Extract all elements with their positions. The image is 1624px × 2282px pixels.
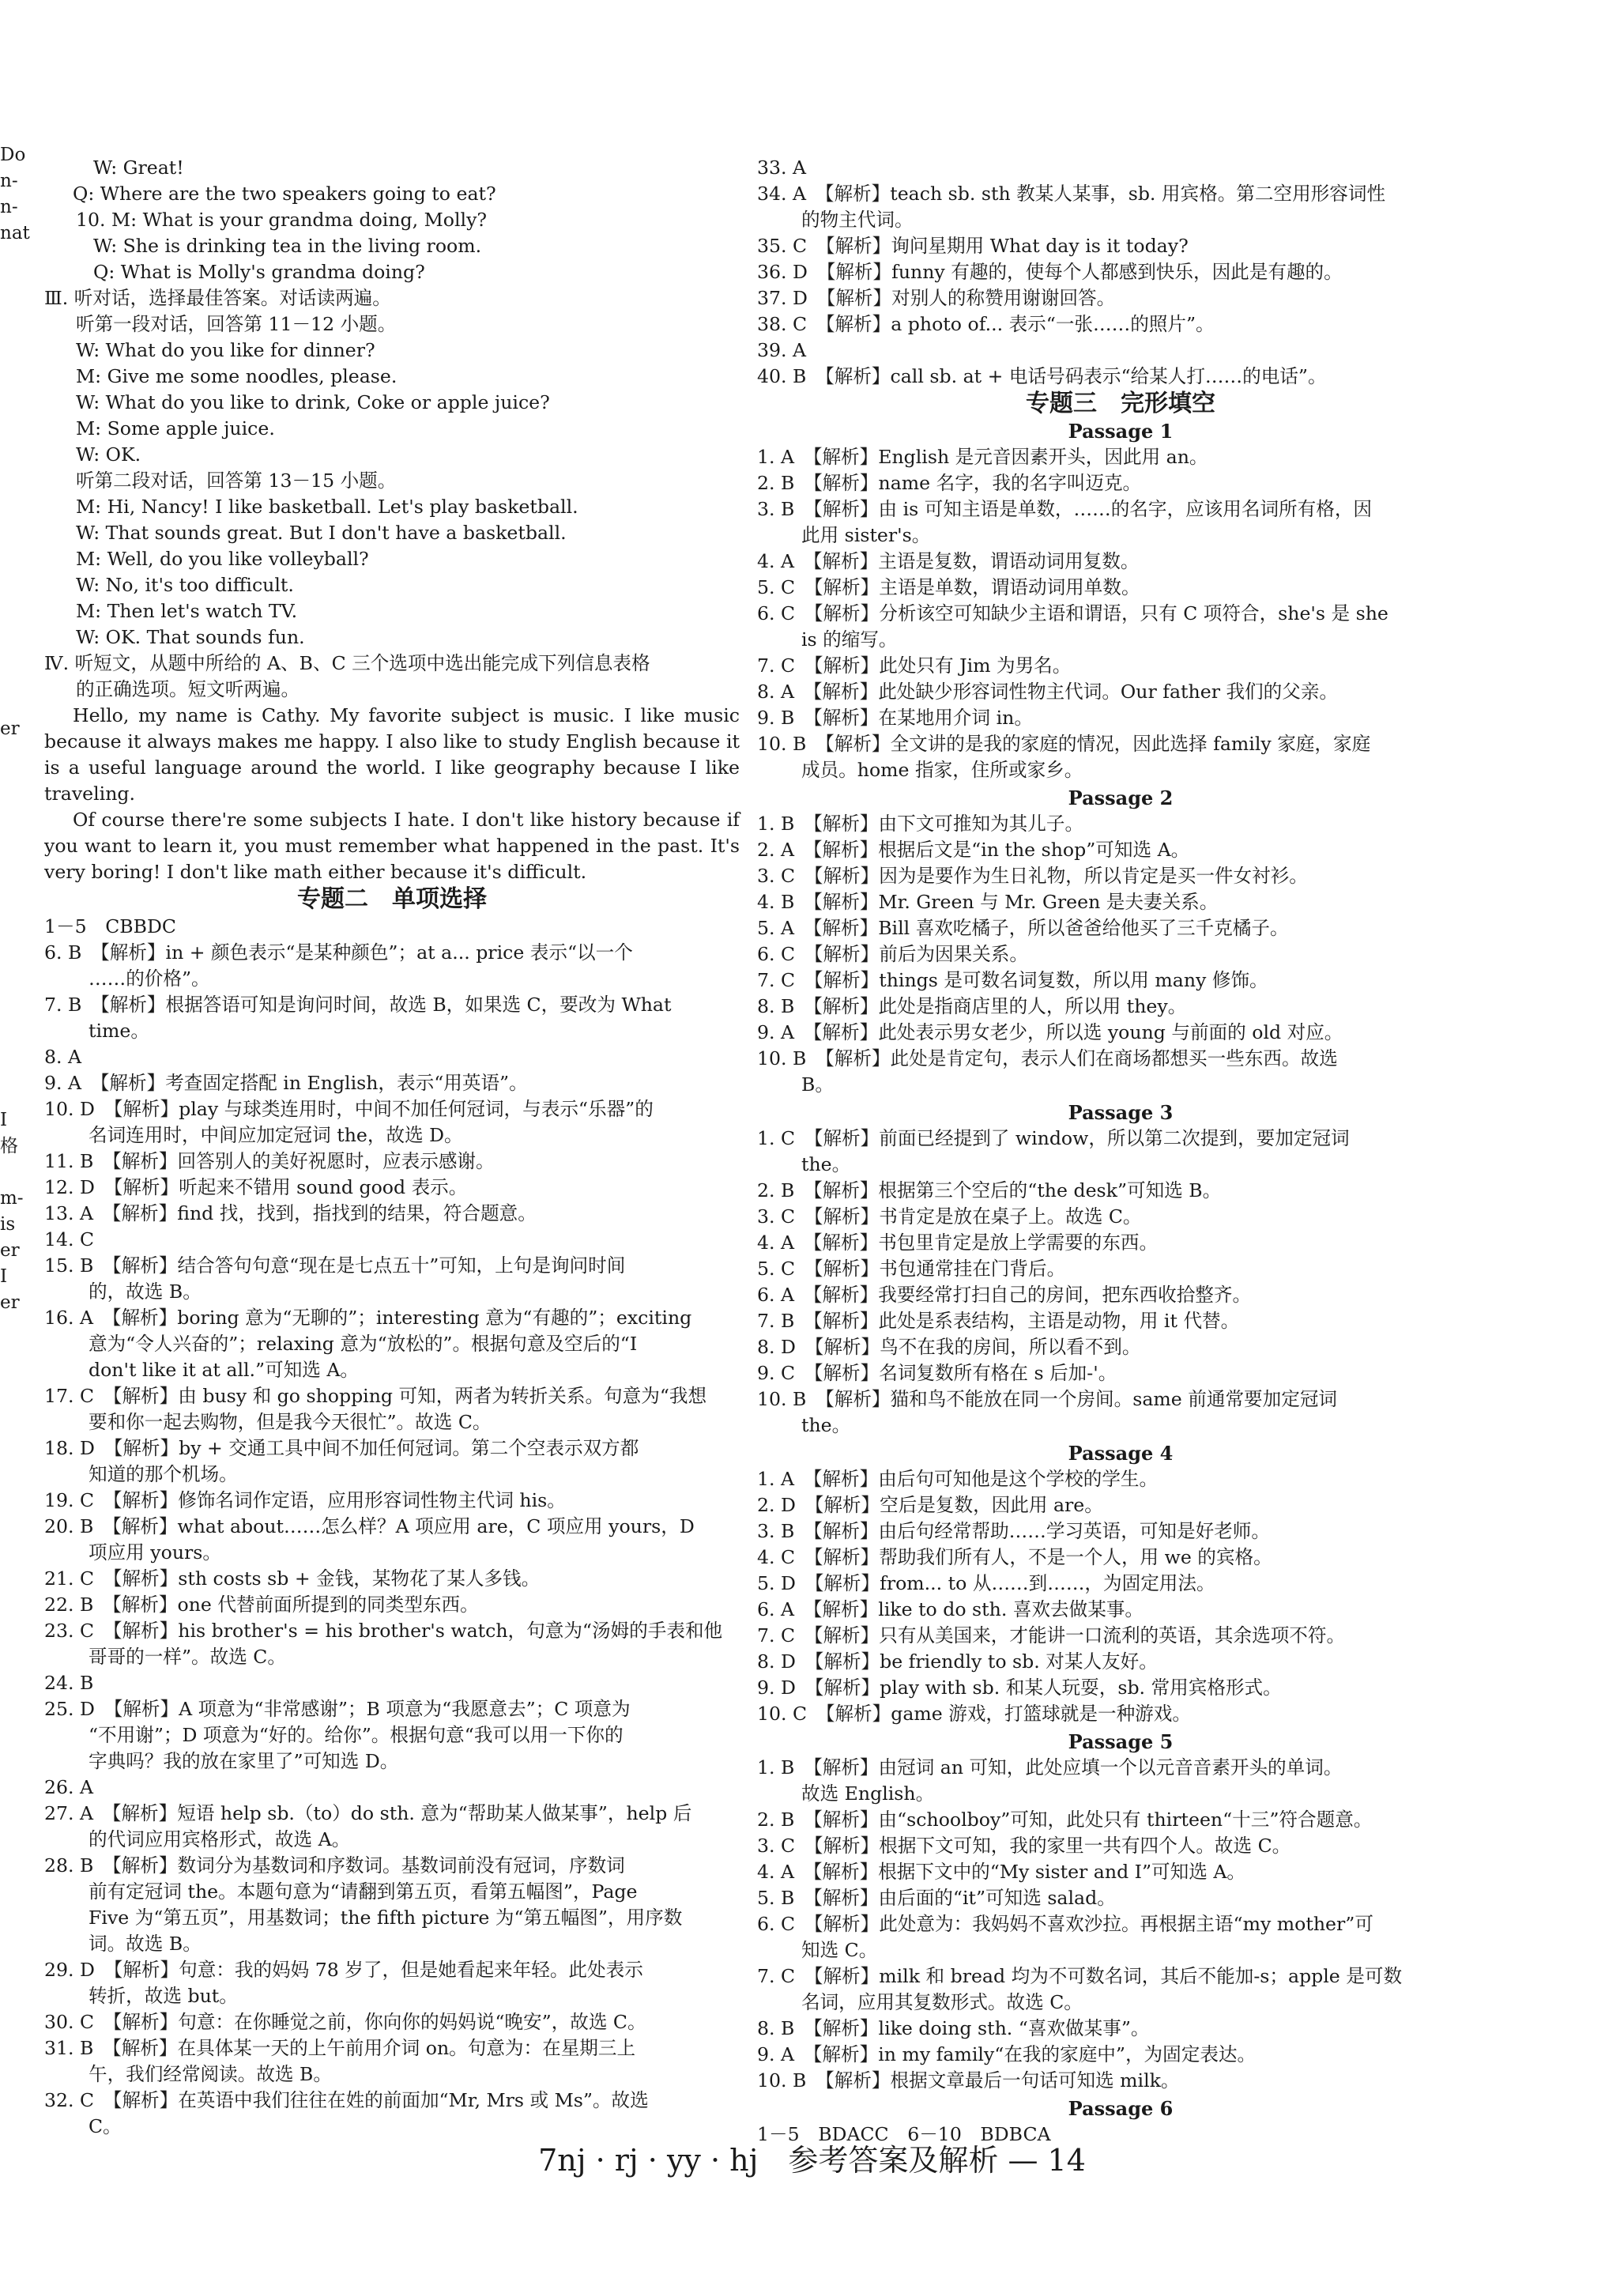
answer-line: 24. B bbox=[44, 1672, 94, 1694]
answer-line: 8. A 【解析】此处缺少形容词性物主代词。Our father 我们的父亲。 bbox=[757, 681, 1339, 703]
edge-fragment: Do bbox=[0, 145, 26, 165]
answer-line: 3. B 【解析】由后句经常帮助……学习英语，可知是好老师。 bbox=[757, 1520, 1270, 1542]
answer-line: 32. C 【解析】在英语中我们往往在姓的前面加“Mr, Mrs 或 Ms”。故选 bbox=[44, 2089, 649, 2111]
single-choice-answers bbox=[44, 914, 740, 2140]
answer-line: 10. B 【解析】全文讲的是我的家庭的情况，因此选择 family 家庭，家庭 bbox=[757, 733, 1371, 755]
answer-line: 故选 English。 bbox=[801, 1782, 935, 1805]
answer-line: 37. D 【解析】对别人的称赞用谢谢回答。 bbox=[757, 287, 1116, 309]
edge-fragment bbox=[0, 820, 22, 847]
answer-line: 5. A 【解析】Bill 喜欢吃橘子，所以爸爸给他买了三千克橘子。 bbox=[757, 917, 1289, 939]
answer-line: 19. C 【解析】修饰名词作定语，应用形容词性物主代词 his。 bbox=[44, 1489, 566, 1511]
answer-line: 25. D 【解析】A 项意为“非常感谢”；B 项意为“我愿意去”；C 项意为 bbox=[44, 1698, 631, 1720]
transcript-line: M: Some apple juice. bbox=[76, 417, 275, 439]
answer-line: 字典吗？我的放在家里了”可知选 D。 bbox=[89, 1750, 399, 1772]
answer-line: 前有定冠词 the。本题句意为“请翻到第五页，看第五幅图”，Page bbox=[89, 1880, 638, 1903]
answer-line: 名词，应用其复数形式。故选 C。 bbox=[801, 1991, 1083, 2013]
answer-line: 34. A 【解析】teach sb. sth 教某人某事，sb. 用宾格。第二空用形容词性 bbox=[757, 183, 1386, 205]
answer-line: 9. A 【解析】此处表示男女老少，所以选 young 与前面的 old 对应。 bbox=[757, 1021, 1343, 1043]
answer-line: 1－5 BDACC 6－10 BDBCA bbox=[757, 2123, 1051, 2145]
answer-line: 项应用 yours。 bbox=[89, 1541, 221, 1563]
answer-line: 27. A 【解析】短语 help sb.（to）do sth. 意为“帮助某人做某事”，help 后 bbox=[44, 1802, 692, 1824]
edge-fragment bbox=[0, 377, 22, 403]
answer-line: 1－5 CBBDC bbox=[44, 915, 176, 937]
answer-line: 词。故选 B。 bbox=[89, 1933, 202, 1955]
single-choice-answers-continued bbox=[757, 155, 1484, 390]
answer-line: 6. A 【解析】like to do sth. 喜欢去做某事。 bbox=[757, 1598, 1144, 1620]
edge-fragment bbox=[0, 351, 22, 377]
transcript-line: W: Great! bbox=[93, 157, 184, 179]
passage-title: Passage 1 bbox=[1068, 420, 1174, 443]
answer-line: B。 bbox=[801, 1073, 834, 1096]
edge-fragment: 格 bbox=[0, 1136, 18, 1156]
answer-line: 此用 sister's。 bbox=[801, 524, 931, 546]
edge-fragment bbox=[0, 403, 22, 429]
answer-line: 2. B 【解析】根据第三个空后的“the desk”可知选 B。 bbox=[757, 1179, 1222, 1201]
answer-line: 知选 C。 bbox=[801, 1939, 878, 1961]
section-title-single-choice: 专题二 单项选择 bbox=[297, 885, 487, 913]
answer-line: 9. D 【解析】play with sb. 和某人玩耍，sb. 常用宾格形式。 bbox=[757, 1677, 1282, 1699]
answer-line: 7. B 【解析】根据答语可知是询问时间，故选 B，如果选 C，要改为 What bbox=[44, 994, 672, 1016]
edge-fragment bbox=[0, 612, 22, 638]
passage-title: Passage 5 bbox=[1068, 1730, 1174, 1753]
edge-fragment bbox=[0, 247, 22, 273]
answer-line: 15. B 【解析】结合答句句意“现在是七点五十”可知，上句是询问时间 bbox=[44, 1254, 626, 1277]
edge-fragment: er bbox=[0, 1240, 20, 1261]
answer-line: 1. A 【解析】由后句可知他是这个学校的学生。 bbox=[757, 1468, 1159, 1490]
answer-line: 38. C 【解析】a photo of... 表示“一张……的照片”。 bbox=[757, 313, 1215, 335]
answer-line: 7. C 【解析】只有从美国来，才能讲一口流利的英语，其余选项不符。 bbox=[757, 1624, 1346, 1646]
answer-line: 6. A 【解析】我要经常打扫自己的房间，把东西收拾整齐。 bbox=[757, 1284, 1252, 1306]
answer-line: 5. C 【解析】书包通常挂在门背后。 bbox=[757, 1258, 1066, 1280]
answer-line: 30. C 【解析】句意：在你睡觉之前，你向你的妈妈说“晚安”，故选 C。 bbox=[44, 2011, 646, 2033]
answer-line: 22. B 【解析】one 代替前面所提到的同类型东西。 bbox=[44, 1594, 479, 1616]
transcript-line: 的正确选项。短文听两遍。 bbox=[76, 678, 300, 700]
passage-title: Passage 2 bbox=[1068, 786, 1174, 809]
answer-line: 的物主代词。 bbox=[801, 209, 914, 231]
answer-line: 1. C 【解析】前面已经提到了 window，所以第二次提到，要加定冠词 bbox=[757, 1127, 1350, 1149]
answer-line: 10. C 【解析】game 游戏，打篮球就是一种游戏。 bbox=[757, 1703, 1191, 1725]
answer-line: 1. B 【解析】由下文可推知为其儿子。 bbox=[757, 813, 1084, 835]
answer-line: 2. D 【解析】空后是复数，因此用 are。 bbox=[757, 1494, 1103, 1516]
transcript-line: M: Hi, Nancy! I like basketball. Let's play basketball. bbox=[76, 496, 578, 518]
answer-line: is 的缩写。 bbox=[801, 628, 898, 651]
answer-line: 6. B 【解析】in + 颜色表示“是某种颜色”；at a... price 表示“以一个 bbox=[44, 941, 633, 964]
answer-line: 转折，故选 but。 bbox=[89, 1985, 238, 2007]
transcript-line: M: Give me some noodles, please. bbox=[76, 365, 398, 387]
edge-fragment bbox=[0, 794, 22, 820]
transcript-line: W: What do you like to drink, Coke or apple juice? bbox=[76, 391, 550, 413]
right-column bbox=[757, 155, 1484, 2148]
answer-line: 意为“令人兴奋的”；relaxing 意为“放松的”。根据句意及空后的“I bbox=[89, 1333, 638, 1355]
edge-fragment bbox=[0, 925, 22, 951]
listening-passage bbox=[44, 703, 740, 885]
answer-line: 7. C 【解析】此处只有 Jim 为男名。 bbox=[757, 654, 1072, 677]
transcript-line: W: OK. That sounds fun. bbox=[76, 626, 305, 648]
passage-paragraph: Hello, my name is Cathy. My favorite subject is music. I like music because it always makes me happy. I also like to study English because it is a useful language around the world. I like geography because I like traveling. bbox=[44, 704, 740, 805]
answer-line: 35. C 【解析】询问星期用 What day is it today? bbox=[757, 235, 1189, 257]
edge-fragment bbox=[0, 664, 22, 690]
answer-line: 10. D 【解析】play 与球类连用时，中间不加任何冠词，与表示“乐器”的 bbox=[44, 1098, 654, 1120]
answer-line: 6. C 【解析】前后为因果关系。 bbox=[757, 943, 1028, 965]
answer-line: 8. D 【解析】鸟不在我的房间，所以看不到。 bbox=[757, 1336, 1141, 1358]
answer-line: 名词连用时，中间应加定冠词 the，故选 D。 bbox=[89, 1124, 463, 1146]
answer-line: 39. A bbox=[757, 339, 807, 361]
passage-title: Passage 3 bbox=[1068, 1101, 1174, 1124]
edge-fragment bbox=[0, 638, 22, 664]
transcript-line: W: She is drinking tea in the living room. bbox=[93, 235, 482, 257]
edge-fragment: I bbox=[0, 1110, 8, 1130]
section-title-cloze: 专题三 完形填空 bbox=[1026, 390, 1215, 417]
answer-line: the。 bbox=[801, 1414, 851, 1436]
answer-line: 1. B 【解析】由冠词 an 可知，此处应填一个以元音音素开头的单词。 bbox=[757, 1756, 1343, 1778]
answer-line: 20. B 【解析】what about……怎么样？A 项应用 are，C 项应用 yours，D bbox=[44, 1515, 695, 1537]
answer-line: 21. C 【解析】sth costs sb + 金钱，某物花了某人多钱。 bbox=[44, 1567, 541, 1590]
edge-fragment bbox=[0, 560, 22, 586]
answer-line: 23. C 【解析】his brother's = his brother's watch，句意为“汤姆的手表和他 bbox=[44, 1620, 723, 1642]
edge-fragment bbox=[0, 273, 22, 299]
answer-line: 12. D 【解析】听起来不错用 sound good 表示。 bbox=[44, 1176, 468, 1198]
answer-line: 26. A bbox=[44, 1776, 94, 1798]
answer-line: 午，我们经常阅读。故选 B。 bbox=[89, 2063, 332, 2085]
answer-line: 6. C 【解析】此处意为：我妈妈不喜欢沙拉。再根据主语“my mother”可 bbox=[757, 1913, 1373, 1935]
edge-fragment bbox=[0, 1081, 22, 1107]
answer-line: 哥哥的一样”。故选 C。 bbox=[89, 1646, 286, 1668]
transcript-line: M: Then let's watch TV. bbox=[76, 600, 298, 622]
edge-fragment: er bbox=[0, 719, 20, 739]
answer-line: 4. A 【解析】书包里肯定是放上学需要的东西。 bbox=[757, 1232, 1159, 1254]
answer-line: 8. B 【解析】like doing sth. “喜欢做某事”。 bbox=[757, 2017, 1150, 2039]
transcript-line: W: OK. bbox=[76, 443, 141, 466]
edge-fragment bbox=[0, 951, 22, 977]
answer-line: 2. A 【解析】根据后文是“in the shop”可知选 A。 bbox=[757, 839, 1190, 861]
edge-fragment bbox=[0, 977, 22, 1003]
answer-line: 33. A bbox=[757, 157, 807, 179]
answer-line: 6. C 【解析】分析该空可知缺少主语和谓语，只有 C 项符合，she's 是 she bbox=[757, 602, 1389, 624]
passage-paragraph: Of course there're some subjects I hate. I don't like history because if you want to learn it, you must remember what happened in the past. It's very boring! I don't like math either because it's difficult. bbox=[44, 809, 740, 883]
transcript-line: 听第二段对话，回答第 13－15 小题。 bbox=[76, 470, 397, 492]
answer-line: the。 bbox=[801, 1153, 851, 1175]
edge-fragment: n- bbox=[0, 197, 18, 217]
edge-fragment: n- bbox=[0, 171, 18, 191]
answer-line: 9. B 【解析】在某地用介词 in。 bbox=[757, 707, 1033, 729]
answer-line: 知道的那个机场。 bbox=[89, 1463, 238, 1485]
answer-line: 5. B 【解析】由后面的“it”可知选 salad。 bbox=[757, 1887, 1116, 1909]
edge-fragment bbox=[0, 899, 22, 925]
edge-fragment bbox=[0, 873, 22, 899]
transcript-line: Q: Where are the two speakers going to eat? bbox=[73, 183, 496, 205]
page-footer: 7nj · rj · yy · hj 参考答案及解析 — 14 bbox=[538, 2143, 1086, 2178]
answer-line: 10. B 【解析】此处是肯定句，表示人们在商场都想买一些东西。故选 bbox=[757, 1047, 1338, 1069]
answer-line: 13. A 【解析】find 找，找到，指找到的结果，符合题意。 bbox=[44, 1202, 537, 1224]
edge-fragment: I bbox=[0, 1266, 8, 1287]
edge-fragment bbox=[0, 1029, 22, 1055]
answer-line: 要和你一起去购物，但是我今天很忙”。故选 C。 bbox=[89, 1411, 492, 1433]
transcript-line: Ⅳ. 听短文，从题中所给的 A、B、C 三个选项中选出能完成下列信息表格 bbox=[44, 652, 650, 674]
transcript-line: 听第一段对话，回答第 11－12 小题。 bbox=[76, 313, 397, 335]
answer-line: 10. B 【解析】猫和鸟不能放在同一个房间。same 前通常要加定冠词 bbox=[757, 1388, 1338, 1410]
edge-fragment bbox=[0, 455, 22, 481]
edge-fragment bbox=[0, 325, 22, 351]
edge-fragment bbox=[0, 742, 22, 768]
cloze-passages bbox=[757, 418, 1484, 2148]
transcript-line: 10. M: What is your grandma doing, Molly? bbox=[76, 209, 488, 231]
answer-line: 8. B 【解析】此处是指商店里的人，所以用 they。 bbox=[757, 995, 1187, 1017]
answer-line: 8. D 【解析】be friendly to sb. 对某人友好。 bbox=[757, 1650, 1158, 1673]
answer-line: 31. B 【解析】在具体某一天的上午前用介词 on。句意为：在星期三上 bbox=[44, 2037, 636, 2059]
answer-line: 3. B 【解析】由 is 可知主语是单数，……的名字，应该用名词所有格，因 bbox=[757, 498, 1373, 520]
transcript-line: Q: What is Molly's grandma doing? bbox=[93, 261, 425, 283]
answer-line: 2. B 【解析】name 名字，我的名字叫迈克。 bbox=[757, 472, 1142, 494]
answer-line: 4. B 【解析】Mr. Green 与 Mr. Green 是夫妻关系。 bbox=[757, 891, 1219, 913]
edge-fragment bbox=[0, 299, 22, 325]
edge-fragment bbox=[0, 768, 22, 794]
answer-line: 的，故选 B。 bbox=[89, 1281, 202, 1303]
edge-fragment: nat bbox=[0, 223, 30, 243]
transcript-line: W: That sounds great. But I don't have a basketball. bbox=[76, 522, 567, 544]
edge-fragment bbox=[0, 1055, 22, 1081]
answer-line: 17. C 【解析】由 busy 和 go shopping 可知，两者为转折关系。句意为“我想 bbox=[44, 1385, 707, 1407]
transcript-line: M: Well, do you like volleyball? bbox=[76, 548, 369, 570]
answer-line: 7. C 【解析】milk 和 bread 均为不可数名词，其后不能加-s；apple 是可数 bbox=[757, 1965, 1403, 1987]
answer-line: 成员。home 指家，住所或家乡。 bbox=[801, 759, 1083, 781]
edge-fragment bbox=[0, 507, 22, 534]
edge-fragment: er bbox=[0, 1292, 20, 1313]
edge-fragment: is bbox=[0, 1214, 16, 1235]
edge-fragment bbox=[0, 690, 22, 716]
answer-line: “不用谢”；D 项意为“好的。给你”。根据句意“我可以用一下你的 bbox=[89, 1724, 624, 1746]
transcript-line: W: What do you like for dinner? bbox=[76, 339, 375, 361]
answer-line: 3. C 【解析】因为是要作为生日礼物，所以肯定是买一件女衬衫。 bbox=[757, 865, 1308, 887]
answer-line: 11. B 【解析】回答别人的美好祝愿时，应表示感谢。 bbox=[44, 1150, 495, 1172]
answer-line: 29. D 【解析】句意：我的妈妈 78 岁了，但是她看起来年轻。此处表示 bbox=[44, 1959, 643, 1981]
answer-line: C。 bbox=[89, 2115, 122, 2137]
left-column bbox=[44, 155, 740, 2140]
answer-line: don't like it at all.”可知选 A。 bbox=[89, 1359, 360, 1381]
answer-line: 5. C 【解析】主语是单数，谓语动词用单数。 bbox=[757, 576, 1140, 598]
answer-line: 9. A 【解析】考查固定搭配 in English，表示“用英语”。 bbox=[44, 1072, 528, 1094]
edge-fragment bbox=[0, 586, 22, 612]
answer-line: 7. C 【解析】things 是可数名词复数，所以用 many 修饰。 bbox=[757, 969, 1268, 991]
answer-line: Five 为“第五页”，用基数词；the fifth picture 为“第五幅图”，用序数 bbox=[89, 1907, 683, 1929]
edge-fragment bbox=[0, 429, 22, 455]
answer-line: 28. B 【解析】数词分为基数词和序数词。基数词前没有冠词，序数词 bbox=[44, 1854, 625, 1877]
answer-line: 14. C bbox=[44, 1228, 95, 1250]
edge-fragment bbox=[0, 534, 22, 560]
edge-fragment bbox=[0, 847, 22, 873]
passage-title: Passage 4 bbox=[1068, 1442, 1174, 1465]
answer-line: 7. B 【解析】此处是系表结构，主语是动物，用 it 代替。 bbox=[757, 1310, 1240, 1332]
answer-line: 18. D 【解析】by + 交通工具中间不加任何冠词。第二个空表示双方都 bbox=[44, 1437, 639, 1459]
edge-fragment bbox=[0, 481, 22, 507]
edge-fragment bbox=[0, 1003, 22, 1029]
edge-fragment bbox=[0, 1160, 22, 1186]
answer-line: 的代词应用宾格形式，故选 A。 bbox=[89, 1828, 351, 1850]
answer-line: 16. A 【解析】boring 意为“无聊的”；interesting 意为“有趣的”；exciting bbox=[44, 1307, 692, 1329]
answer-line: ……的价格”。 bbox=[89, 967, 210, 990]
answer-line: 3. C 【解析】书肯定是放在桌子上。故选 C。 bbox=[757, 1205, 1142, 1228]
listening-transcript bbox=[44, 155, 740, 703]
answer-line: 40. B 【解析】call sb. at + 电话号码表示“给某人打……的电话”。 bbox=[757, 365, 1327, 387]
left-edge-fragments bbox=[0, 142, 30, 1316]
answer-line: 10. B 【解析】根据文章最后一句话可知选 milk。 bbox=[757, 2069, 1180, 2092]
answer-line: 8. A bbox=[44, 1046, 82, 1068]
answer-line: 4. C 【解析】帮助我们所有人，不是一个人，用 we 的宾格。 bbox=[757, 1546, 1272, 1568]
answer-line: 4. A 【解析】主语是复数，谓语动词用复数。 bbox=[757, 550, 1140, 572]
answer-line: 3. C 【解析】根据下文可知，我的家里一共有四个人。故选 C。 bbox=[757, 1835, 1291, 1857]
answer-line: 1. A 【解析】English 是元音因素开头，因此用 an。 bbox=[757, 446, 1208, 468]
answer-line: time。 bbox=[89, 1020, 149, 1042]
answer-line: 5. D 【解析】from... to 从……到……，为固定用法。 bbox=[757, 1572, 1215, 1594]
transcript-line: Ⅲ. 听对话，选择最佳答案。对话读两遍。 bbox=[44, 287, 391, 309]
edge-fragment: m- bbox=[0, 1188, 24, 1209]
answer-line: 36. D 【解析】funny 有趣的，使每个人都感到快乐，因此是有趣的。 bbox=[757, 261, 1343, 283]
transcript-line: W: No, it's too difficult. bbox=[76, 574, 294, 596]
answer-line: 9. C 【解析】名词复数所有格在 s 后加-'。 bbox=[757, 1362, 1117, 1384]
answer-line: 4. A 【解析】根据下文中的“My sister and I”可知选 A。 bbox=[757, 1861, 1245, 1883]
passage-title: Passage 6 bbox=[1068, 2097, 1174, 2120]
answer-line: 9. A 【解析】in my family“在我的家庭中”，为固定表达。 bbox=[757, 2043, 1257, 2065]
answer-line: 2. B 【解析】由“schoolboy”可知，此处只有 thirteen“十三”符合题意。 bbox=[757, 1809, 1373, 1831]
